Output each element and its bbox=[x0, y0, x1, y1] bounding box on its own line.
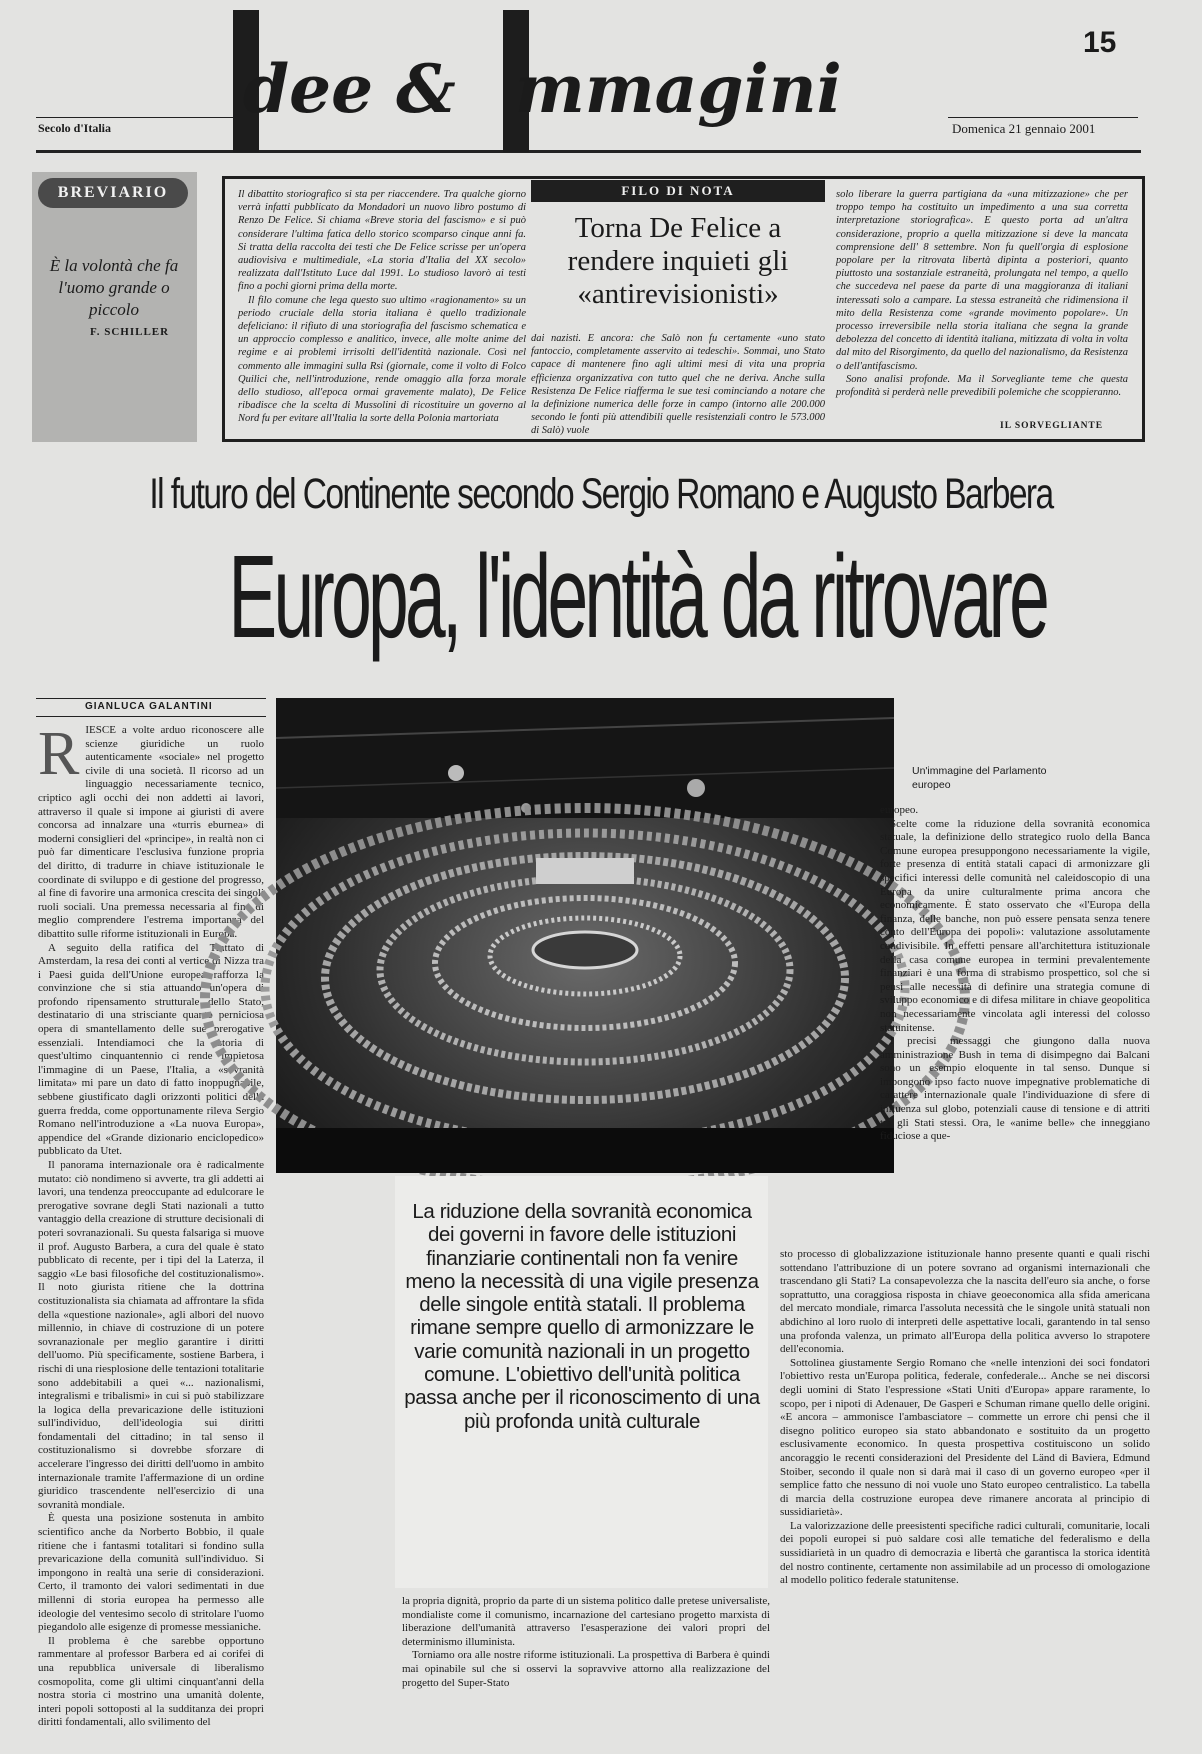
article-paragraph: Torniamo ora alle nostre riforme istituzionali. La prospettiva di Barbera è quindi mai opinabile sul che si osservi la sopravvive attorno alla realizzazione del progetto del Super-Stato bbox=[402, 1649, 770, 1689]
parliament-photo-drawing bbox=[276, 698, 894, 1173]
filo-di-nota-col-3 bbox=[836, 188, 1128, 418]
pullquote-text: La riduzione della sovranità economica dei governi in favore delle istituzioni finanziarie continentali non fa venire meno la necessità di una vigile presenza delle singole entità statali. Il problema rimane sempre quello di armonizzare le varie comunità nazionali in un progetto comune. L'obiettivo dell'unità politica passa anche per il riconoscimento di una più profonda unità culturale bbox=[404, 1200, 760, 1433]
article-dropcap: R bbox=[38, 720, 80, 788]
article-paragraph: I precisi messaggi che giungono dalla nuova amministrazione Bush in tema di disimpegno dai Balcani sono un esempio eloquente in tal senso. Dunque si impongono ipso facto nuove impegnative problematiche di carattere internazionale quale l'individuazione di sfere di influenza sul globo, potenziali cause di tensione e di attriti tra gli Stati stessi. Ora, le «anime belle» che inneggiano fiduciose a que- bbox=[880, 1035, 1150, 1143]
article-paragraph: Sottolinea giustamente Sergio Romano che «nelle intenzioni dei soci fondatori l'obiettivo resta un'Europa politica, federale, confederale... Anche se nei discorsi degli uomini di Stato l'espressione «Stati Uniti d'Europa» appare raramente, lo scopo, per i nipoti di Adenauer, De Gasperi e Schuman rimane quello delle origini. «E ancora – ammonisce l'ambasciatore – commette un errore chi pensi che il disegno politico europeo sia stato abbandonato e sostituito da un progetto esclusivamente economico. In questa prospettiva costituiscono un solido ancoraggio le recenti considerazioni del Presidente del Länd di Baviera, Edmund Stoiber, secondo il quale non si darà mai il caso di un governo europeo «per il semplice fatto che nessuno di noi vuole uno Stato europeo centralistico. La tabella di marcia della costruzione europea deve rimanere ancorata al principio di sussidiarietà». bbox=[780, 1356, 1150, 1519]
filo-di-nota-signature: IL SORVEGLIANTE bbox=[1000, 421, 1104, 431]
article-paragraph: È questa una posizione sostenuta in ambito scientifico anche da Norberto Bobbio, il quale ritiene che i fantasmi totalitari si fondino sulla prevaricazione della comunità sull'individuo. Si impongono in realtà una serie di considerazioni. Certo, il tramonto dei valori sedimentati in due millenni di storia europea ha permesso alle ideologie del ventesimo secolo di stritolare l'uomo piegandolo alle esigenze di promesse messianiche. bbox=[38, 1512, 264, 1634]
filo-paragraph: Il filo comune che lega questo suo ultimo «ragionamento» su un periodo cruciale della storia italiana è quello tradizionale defeliciano: il rifiuto di una storiografia del fascismo schematica e un approccio complesso e analitico, invece, alle molte anime del regime e ai problemi irrisolti dell'identità nazionale. Così nel commento alle immagini sulla Rsi (giornale, come il volto di Folco Quilici che, nell'introduzione, rende omaggio alla forza morale dello studioso, all'epoca ormai gravemente malato), De Felice ribadisce che la scelta di Mussolini di ricostituire un governo al Nord fu per evitare all'Italia la sorte della Polonia martoriata bbox=[238, 294, 526, 425]
filo-paragraph: Il dibattito storiografico si sta per riaccendere. Tra qualche giorno verrà infatti pubblicato da Mondadori un nuovo libro postumo di Renzo De Felice. Si chiama «Breve storia del fascismo» e si può considerare l'ultima fatica dello storico scomparso cinque anni fa. Si tratta della raccolta dei testi che De Felice scrisse per un'opera audiovisiva e multimediale, «La storia d'Italia del XX secolo» realizzata dall'Istituto Luce dal 1991. Lo studioso lavorò ai testi fino a pochi giorni prima della morte. bbox=[238, 189, 526, 293]
article-paragraph: Il panorama internazionale ora è radicalmente mutato: ciò nondimeno si avverte, tra gli addetti ai lavori, una tendenza preoccupante ad edulcorare le prerogative sovrane degli Stati nazionali a tutto vantaggio della creazione di strutture decisionali di poteri sovranazionali. Su questa falsariga si muove il prof. Augusto Barbera, a cura del quale è stato pubblicato di recente, per i tipi del la Laterza, il saggio «Le basi filosofiche del costituzionalismo». Il noto giurista ritiene che la dottrina costituzionalista sia chiamata ad affrontare la sfida della «questione nazionale», agli albori del nuovo millennio, in chiave di costruzione di un potere sovranazionale per meglio garantire i diritti dell'uomo. Più specificamente, sostiene Barbera, i rischi di una riesplosione delle tentazioni totalitarie sono addebitabili a quei «... nazionalismi, integralismi e tribalismi» in cui si può stabilizzare la logica della prevaricazione delle istituzioni sull'individuo, dell'ideologia sui diritti fondamentali del cittadino; in tal senso il costituzionalismo si dovrebbe sforzare di accelerare l'ingresso dei diritti dell'uomo in ambito internazionale tramite l'affermazione di un ordine giuridico trascendente nell'esercizio di una sovranità mondiale. bbox=[38, 1159, 264, 1511]
section-title-part-1: dee & bbox=[243, 50, 456, 128]
article-byline: GIANLUCA GALANTINI bbox=[85, 701, 213, 712]
article-headline: Europa, l'identità da ritrovare bbox=[228, 531, 1047, 663]
filo-di-nota-col-1 bbox=[238, 188, 526, 434]
filo-di-nota-title: Torna De Felice a rendere inquieti gli «antirevisionisti» bbox=[567, 212, 789, 310]
filo-paragraph: Sono analisi profonde. Ma il Sorvegliante teme che questa profondità si perderà nelle prevedibili polemiche che scoppieranno. bbox=[836, 373, 1128, 399]
article-paragraph: La valorizzazione delle preesistenti specifiche radici culturali, comunitarie, locali dei popoli europei si può saldare così alle tematiche del federalismo e della sussidiarietà in un quadro di democrazia e libertà che garantisca la storica identità del nostro continente, certamente non assimilabile ad un processo di omologazione al modello politico federale statunitense. bbox=[780, 1519, 1150, 1587]
article-col-3 bbox=[880, 804, 1150, 1244]
filo-di-nota-col-2 bbox=[531, 332, 825, 437]
article-paragraph: IESCE a volte arduo riconoscere alle scienze giuridiche un ruolo autenticamente «sociale» nel progetto civile di una società. Il ricorso ad un linguaggio necessariamente tecnico, criptico agli occhi dei non addetti ai lavori, attraverso il quale si impone ai giuristi di avere concorsa ad innalzare una «turris eburnea» di moderni consiglieri del «principe», in realtà non ci può far dimenticare l'esclusiva funzione propria del diritto, di tradurre in chiave istituzionale le coordinate di sviluppo e di gestione del progresso, al fine di favorire una armonica crescita dei singoli ruoli sociali. Una premessa necessaria al fine di meglio comprendere l'estrema importanza del dibattito sulle riforme istituzionali in Europa. bbox=[38, 724, 264, 940]
section-title bbox=[233, 10, 948, 160]
issue-date: Domenica 21 gennaio 2001 bbox=[952, 121, 1096, 136]
breviario-label: BREVIARIO bbox=[38, 178, 188, 208]
article-col-2-bottom bbox=[402, 1595, 770, 1741]
article-col-1 bbox=[38, 720, 264, 1729]
filo-di-nota-label: FILO DI NOTA bbox=[531, 180, 825, 202]
page-number: 15 bbox=[1083, 26, 1117, 59]
article-kicker: Il futuro del Continente secondo Sergio Romano e Augusto Barbera bbox=[149, 470, 1053, 518]
newspaper-name: Secolo d'Italia bbox=[38, 121, 112, 135]
article-paragraph: Il problema è che sarebbe opportuno rammentare al professor Barbera ed ai corifei di una repubblica universale di liberalismo cosmopolita, come gli ultimi cinquant'anni della nostra storia ci mostrino una umanità dolente, interi popoli sottoposti al la sudditanza dei propri diritti fondamentali, allo svilimento del bbox=[38, 1634, 264, 1729]
breviario-author: F. SCHILLER bbox=[90, 326, 170, 338]
photo-caption: Un'immagine del Parlamento europeo bbox=[912, 765, 1047, 791]
article-paragraph: Scelte come la riduzione della sovranità economica statuale, la definizione dello strategico ruolo della Banca Comune europea presuppongono necessariamente la vigile, forte presenza di entità statali capaci di armonizzare gli specifici interessi delle comunità nel caleidoscopio di una Europa da unire culturalmente prima ancora che economicamente. È stato osservato che «l'Europa della finanza, delle banche, non può essere pensata senza tenere conto dell'Europa dei popoli»: valutazione assolutamente condivisibile. In effetti pensare all'architettura istituzionale della casa comune europea in termini prevalentemente finanziari è una forma di strabismo prospettico, sol che si pensi alle necessità di definire una strategia comune di sviluppo economico e di difesa militare in chiave geopolitica non necessariamente vincolata agli interessi del colosso statunitense. bbox=[880, 817, 1150, 1034]
filo-paragraph: solo liberare la guerra partigiana da «una mitizzazione» che per troppo tempo ha costituito un impedimento a una sua corretta interpretazione storiografica». E questo porta ad un'altra considerazione, proprio a quella mitizzazione si deve la mancata comprensione dell' 8 settembre. Non fu quell'orgia di esplosione popolare per la ritrovata libertà dipinta a posteriori, quanto piuttosto una sostanziale estraneità, prolungata nel tempo, a quello che succedeva nel paese da parte di una maggioranza di italiani interessati solo a campare. La stessa estraneità che ridimensiona il mito della Resistenza come «grande movimento popolare». Un processo irreversibile nella storia italiana che segna la grande debolezza del concetto di identità italiana, mitizzata di volta in volta dal mito del Risorgimento, da quello del nazionalismo, da Resistenza o dell'antifascismo. bbox=[836, 189, 1128, 372]
article-paragraph: A seguito della ratifica del Trattato di Amsterdam, la resa dei conti al vertice di Nizza tra i Paesi guida dell'Unione europea rafforza la convinzione che si stia attuando un'opera di profondo ripensamento strutturale dello Stato, destinatario di una strisciante quanto perniciosa opera di smantellamento delle sue prerogative essenziali. Intendiamoci che la storia di quest'ultimo cinquantennio ci rende impietosa l'immagine di un Paese, l'Italia, a «sovranità limitata» mi pare un dato di fatto inoppugnabile, sebbene giustificato dagli orizzonti politici della guerra fredda, come opportunamente rileva Sergio Romano nell'introduzione a «La nuova Europa», appendice del «Grande dizionario enciclopedico» pubblicato da Utet. bbox=[38, 941, 264, 1158]
article-paragraph: sto processo di globalizzazione istituzionale hanno presente quanti e quali rischi sottendano l'attribuzione di un potere sovrano ad organismi internazionali che trascendano gli Stati? La consapevolezza che la nascita dell'euro sia anche, o forse soprattutto, una coraggiosa risposta in chiave geoeconomica alla sfida americana del mercato mondiale, rimarca l'assoluta necessità che le singole unità statuali non abdichino al loro ruolo di interpreti delle aspettative locali, garantendo in tal senso una profonda valenza, un primato all'Europa della politica avverso lo strapotere dell'economia. bbox=[780, 1248, 1150, 1356]
byline-rule bbox=[36, 698, 266, 699]
section-title-part-2: mmagini bbox=[515, 50, 842, 128]
parliament-photo bbox=[276, 698, 894, 1173]
byline-rule-bottom bbox=[36, 716, 266, 717]
article-paragraph: europeo. bbox=[880, 804, 919, 816]
article-paragraph: la propria dignità, proprio da parte di un sistema politico dalle pretese universaliste, mondialiste come il comunismo, incarnazione del cartesiano progetto marxista di liberazione dell'umanità attraverso l'esasperazione dei valori propri del determinismo illuminista. bbox=[402, 1595, 770, 1648]
masthead-rule-left bbox=[36, 117, 236, 118]
article-col-3-wide bbox=[780, 1248, 1150, 1738]
filo-paragraph: dai nazisti. E ancora: che Salò non fu certamente «uno stato fantoccio, completamente asservito ai tedeschi». Sommai, uno Stato capace di mantenere fino agli ultimi mesi di vita una propria efficienza organizzativa con tutto quel che ne deriva. Anche sulla Resistenza De Felice riafferma le sue tesi cominciando a notare che la definizione numerica delle forze in campo (intorno alle 200.000 secondo le fonti più attendibili quelle resistenziali contro le 573.000 di Salò) vuole bbox=[531, 333, 825, 437]
masthead-rule-right bbox=[948, 117, 1138, 118]
breviario-quote: È la volontà che fa l'uomo grande o piccolo bbox=[49, 256, 179, 319]
